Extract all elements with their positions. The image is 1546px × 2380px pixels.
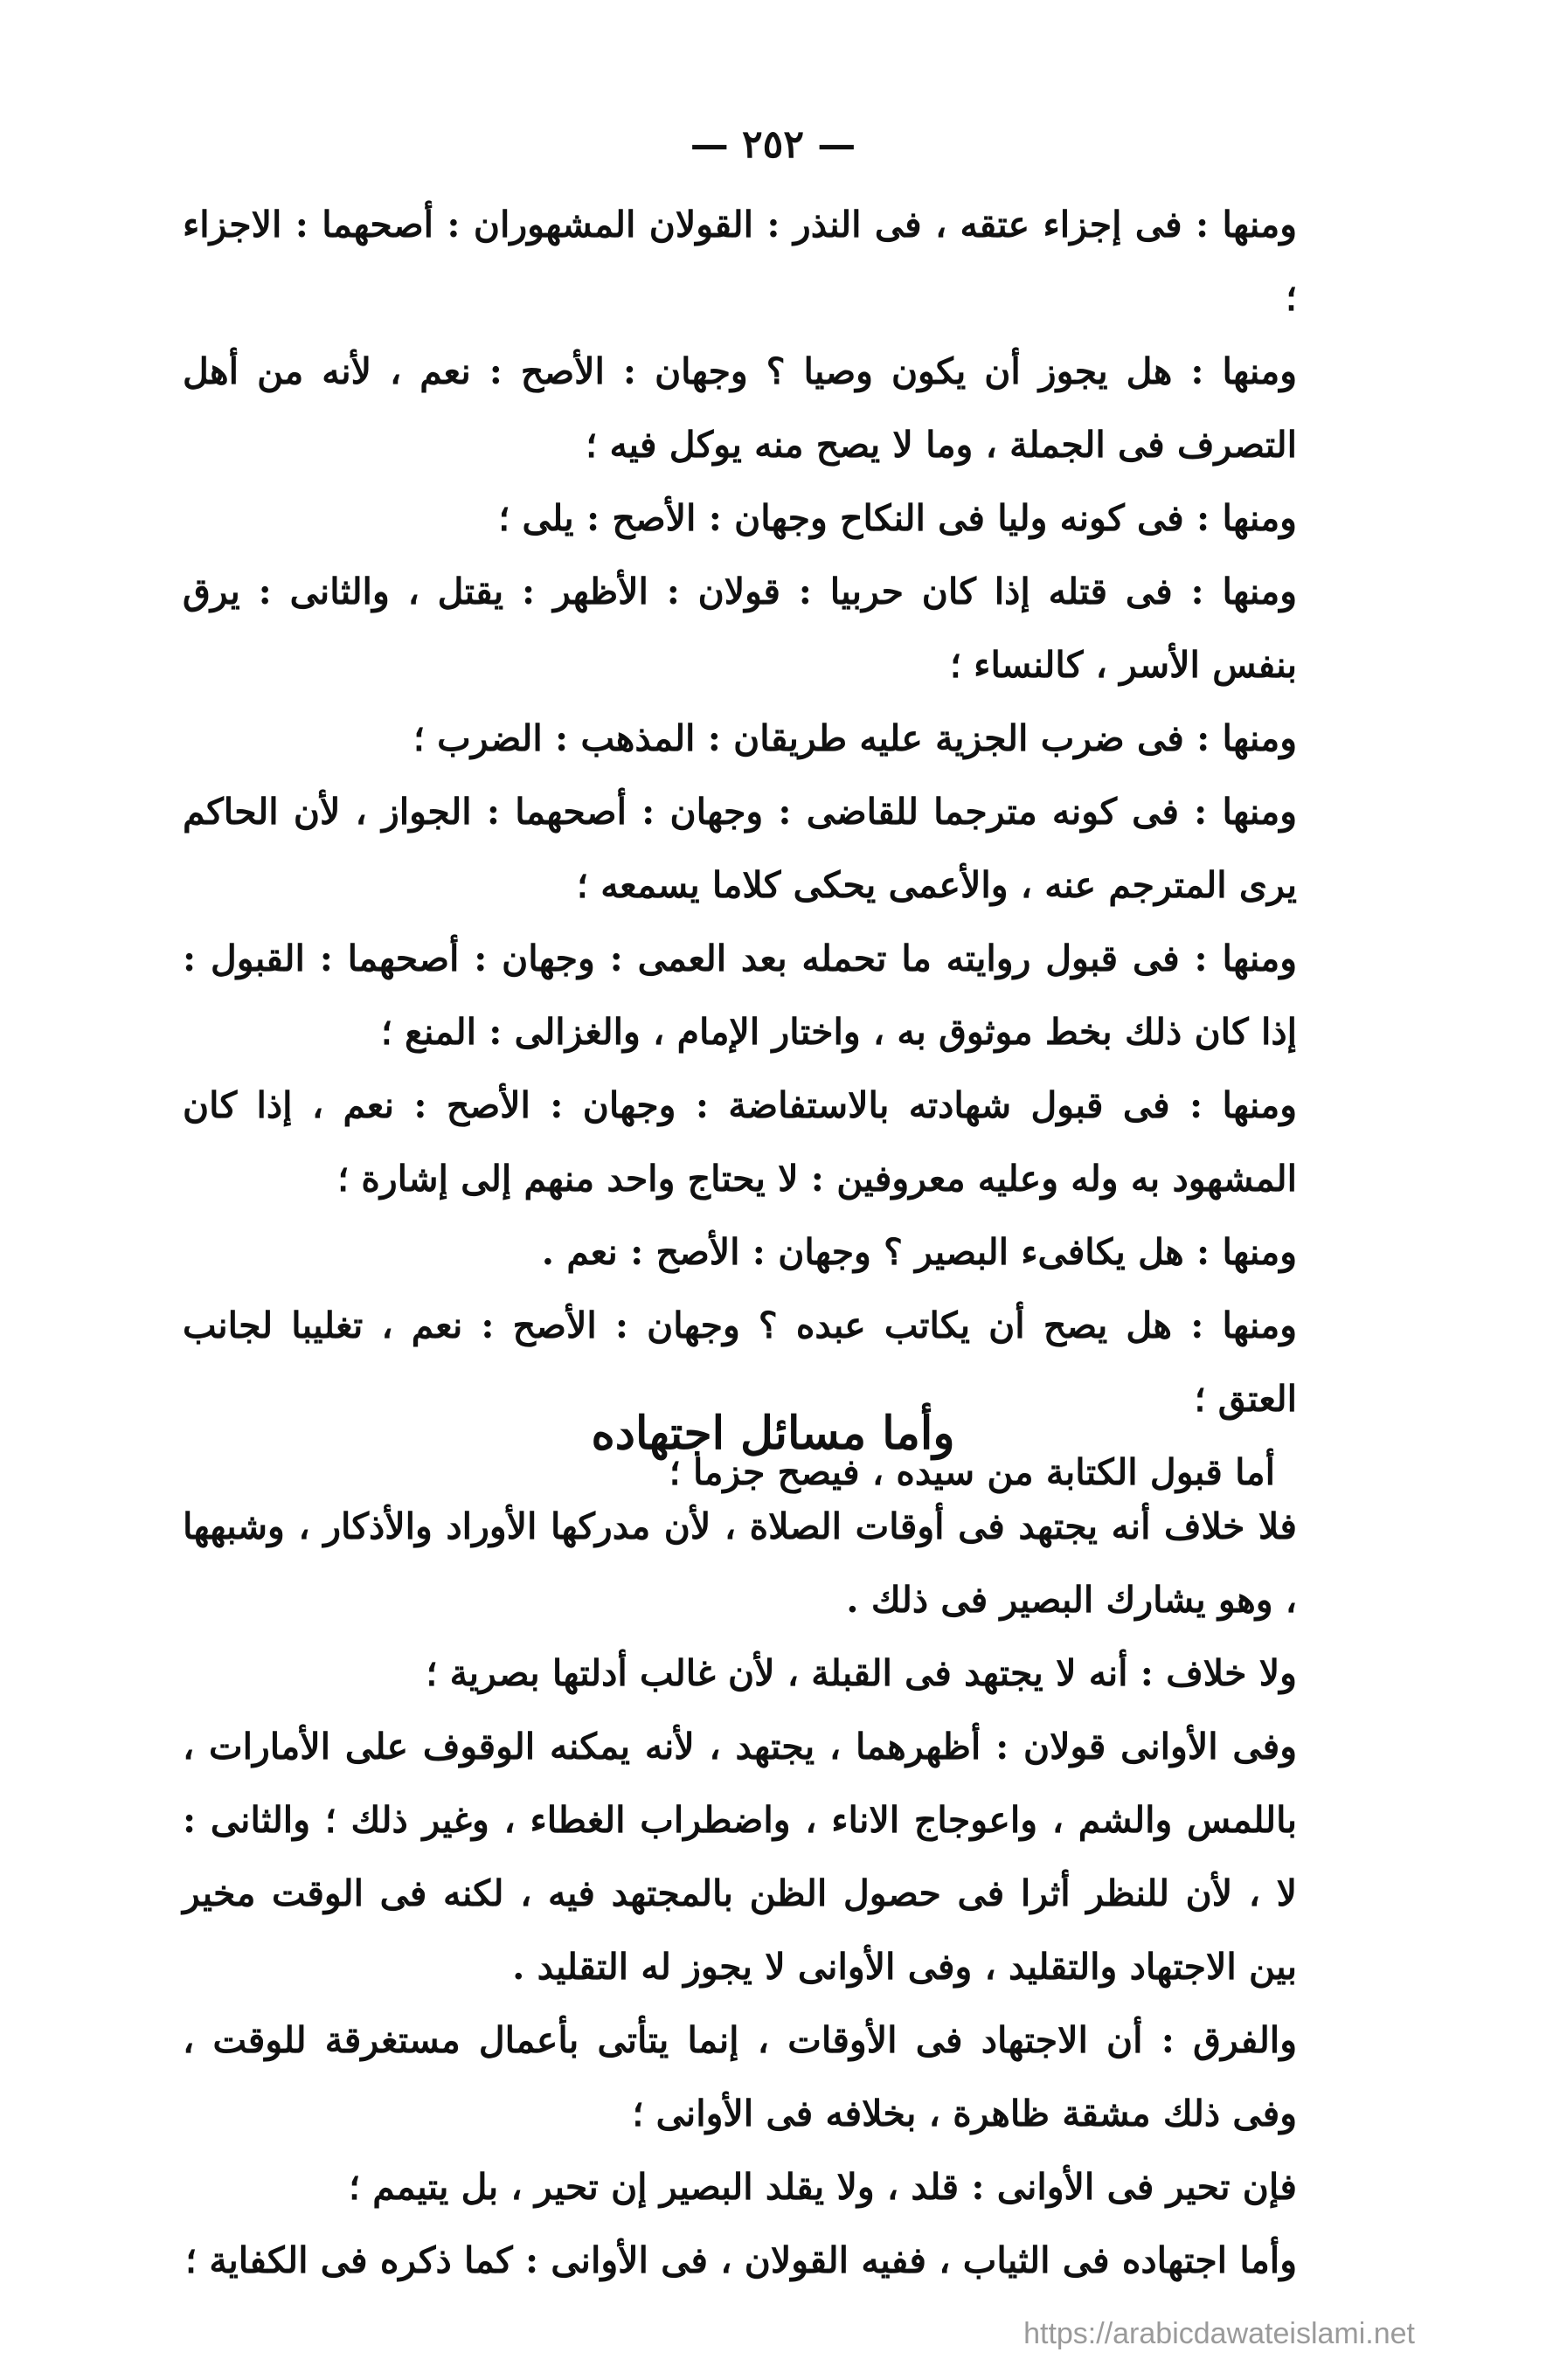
- ijtihad-section: [183, 1490, 1345, 2297]
- paragraph-prayer-times: فلا خلاف أنه يجتهد فى أوقات الصلاة ، لأن مدركها الأوراد والأذكار ، وشبهها ، وهو يشارك البصير فى ذلك .: [183, 1505, 1297, 1621]
- paragraph-guardian: ومنها : هل يجوز أن يكون وصيا ؟ وجهان : الأصح : نعم ، لأنه من أهل التصرف فى الجملة ، وما لا يصح منه يوكل فيه ؛: [183, 350, 1297, 466]
- paragraph-qibla: ولا خلاف : أنه لا يجتهد فى القبلة ، لأن غالب أدلتها بصرية ؛: [426, 1652, 1297, 1694]
- section-heading: وأما مسائل اجتهاده: [591, 1407, 955, 1460]
- paragraph-difference: والفرق : أن الاجتهاد فى الأوقات ، إنما يتأتى بأعمال مستغرقة للوقت ، وفى ذلك مشقة ظاهرة ، بخلافه فى الأوانى ؛: [183, 2019, 1297, 2134]
- page-number: — ٢٥٢ —: [690, 122, 856, 167]
- paragraph-marriage-guardian: ومنها : فى كونه وليا فى النكاح وجهان : الأصح : يلى ؛: [498, 497, 1297, 539]
- paragraph-manumission-contract: ومنها : هل يصح أن يكاتب عبده ؟ وجهان : الأصح : نعم ، تغليبا لجانب العتق ؛: [183, 1304, 1297, 1420]
- paragraph-garments: وأما اجتهاده فى الثياب ، ففيه القولان ، فى الأوانى : كما ذكره فى الكفاية ؛: [185, 2239, 1297, 2281]
- rulings-section: [183, 188, 1345, 1509]
- paragraph-emancipation: ومنها : فى إجزاء عتقه ، فى النذر : القولان المشهوران : أصحهما : الاجزاء ؛: [183, 204, 1297, 319]
- paragraph-vessels: وفى الأوانى قولان : أظهرهما ، يجتهد ، لأنه يمكنه الوقوف على الأمارات ، باللمس والشم ، واعوجاج الاناء ، واضطراب الغطاء ، وغير ذلك ؛ والثانى : لا ، لأن للنظر أثرا فى حصول الظن بالمجتهد فيه ، لكنه فى الوقت مخير بين الاجتهاد والتقليد ، وفى الأوانى لا يجوز له التقليد .: [183, 1726, 1297, 1988]
- paragraph-testimony: ومنها : فى قبول شهادته بالاستفاضة : وجهان : الأصح : نعم ، إذا كان المشهود به وله وعليه معروفين : لا يحتاج واحد منهم إلى إشارة ؛: [183, 1084, 1297, 1200]
- paragraph-interpreter: ومنها : فى كونه مترجما للقاضى : وجهان : أصحهما : الجواز ، لأن الحاكم يرى المترجم عنه ، والأعمى يحكى كلاما يسمعه ؛: [183, 791, 1297, 906]
- paragraph-captive: ومنها : فى قتله إذا كان حربيا : قولان : الأظهر : يقتل ، والثانى : يرق بنفس الأسر ، كالنساء ؛: [183, 571, 1297, 686]
- paragraph-confusion: فإن تحير فى الأوانى : قلد ، ولا يقلد البصير إن تحير ، بل يتيمم ؛: [348, 2166, 1297, 2208]
- paragraph-narration: ومنها : فى قبول روايته ما تحمله بعد العمى : وجهان : أصحهما : القبول : إذا كان ذلك بخط موثوق به ، واختار الإمام ، والغزالى : المنع ؛: [183, 937, 1297, 1053]
- paragraph-equivalence: ومنها : هل يكافىء البصير ؟ وجهان : الأصح : نعم .: [541, 1231, 1297, 1273]
- paragraph-jizya: ومنها : فى ضرب الجزية عليه طريقان : المذهب : الضرب ؛: [412, 717, 1297, 759]
- watermark-url: https://arabicdawateislami.net: [1023, 2317, 1415, 2350]
- paragraph-contract-acceptance: أما قبول الكتابة من سيده ، فيصح جزما ؛: [669, 1451, 1275, 1493]
